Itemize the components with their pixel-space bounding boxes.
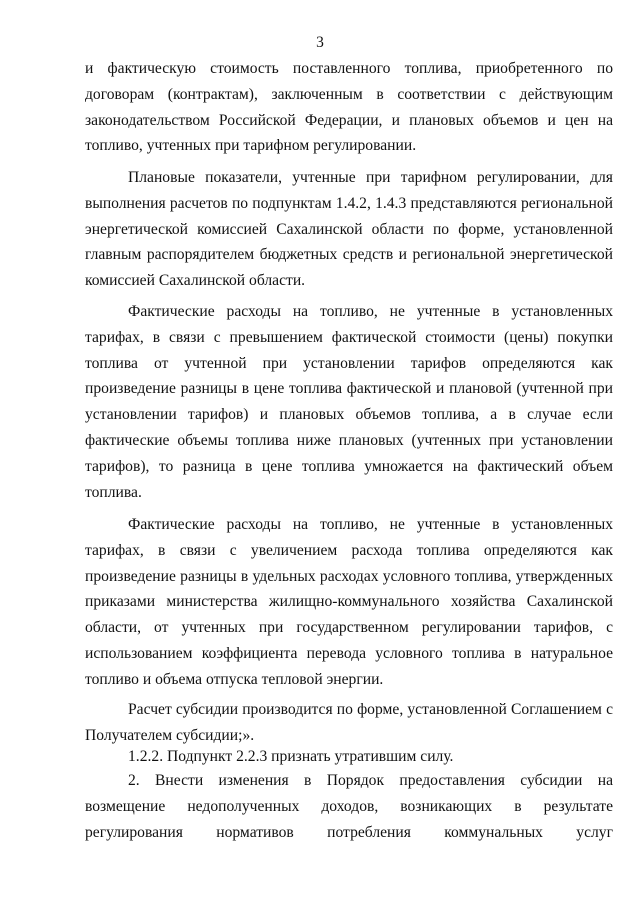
paragraph-subclause-invalid: 1.2.2. Подпункт 2.2.3 признать утратившим силу. — [128, 748, 454, 765]
paragraph-subsidy-calculation: Расчет субсидии производится по форме, установленной Соглашением с Получателем субсидии;». — [85, 701, 613, 744]
paragraph-amend-procedure: 2. Внести изменения в Порядок предоставления субсидии на возмещение недополученных доходов, возникающих в результате регулирования нормативов потребления коммунальных услуг — [85, 772, 613, 841]
page-number: 3 — [316, 34, 324, 51]
paragraph-fuel-cost-continuation: и фактическую стоимость поставленного топлива, приобретенного по договорам (контрактам), заключенным в соответствии с действующим законодательством Российской Федерации, и плановых объемов и цен на топливо, учтенных при тарифном регулировании. — [85, 60, 613, 155]
paragraph-actual-fuel-price-costs: Фактические расходы на топливо, не учтенные в установленных тарифах, в связи с превышением фактической стоимости (цены) покупки топлива от учтенной при установлении тарифов определяются как произведение разницы в цене топлива фактической и плановой (учтенной при установлении тарифов) и плановых объемов топлива, а в случае если фактические объемы топлива ниже плановых (учтенных при установлении тарифов), то разница в цене топлива умножается на фактический объем топлива. — [85, 303, 613, 501]
paragraph-planned-indicators: Плановые показатели, учтенные при тарифном регулировании, для выполнения расчетов по подпунктам 1.4.2, 1.4.3 представляются региональной энергетической комиссией Сахалинской области по форме, установленной главным распорядителем бюджетных средств и региональной энергетической комиссией Сахалинской области. — [85, 169, 613, 290]
paragraph-actual-fuel-consumption-costs: Фактические расходы на топливо, не учтенные в установленных тарифах, в связи с увеличением расхода топлива определяются как произведение разницы в удельных расходах условного топлива, утвержденных приказами министерства жилищно-коммунального хозяйства Сахалинской области, от учтенных при государственном регулировании тарифов, с использованием коэффициента перевода условного топлива в натуральное топливо и объема отпуска тепловой энергии. — [85, 516, 613, 688]
